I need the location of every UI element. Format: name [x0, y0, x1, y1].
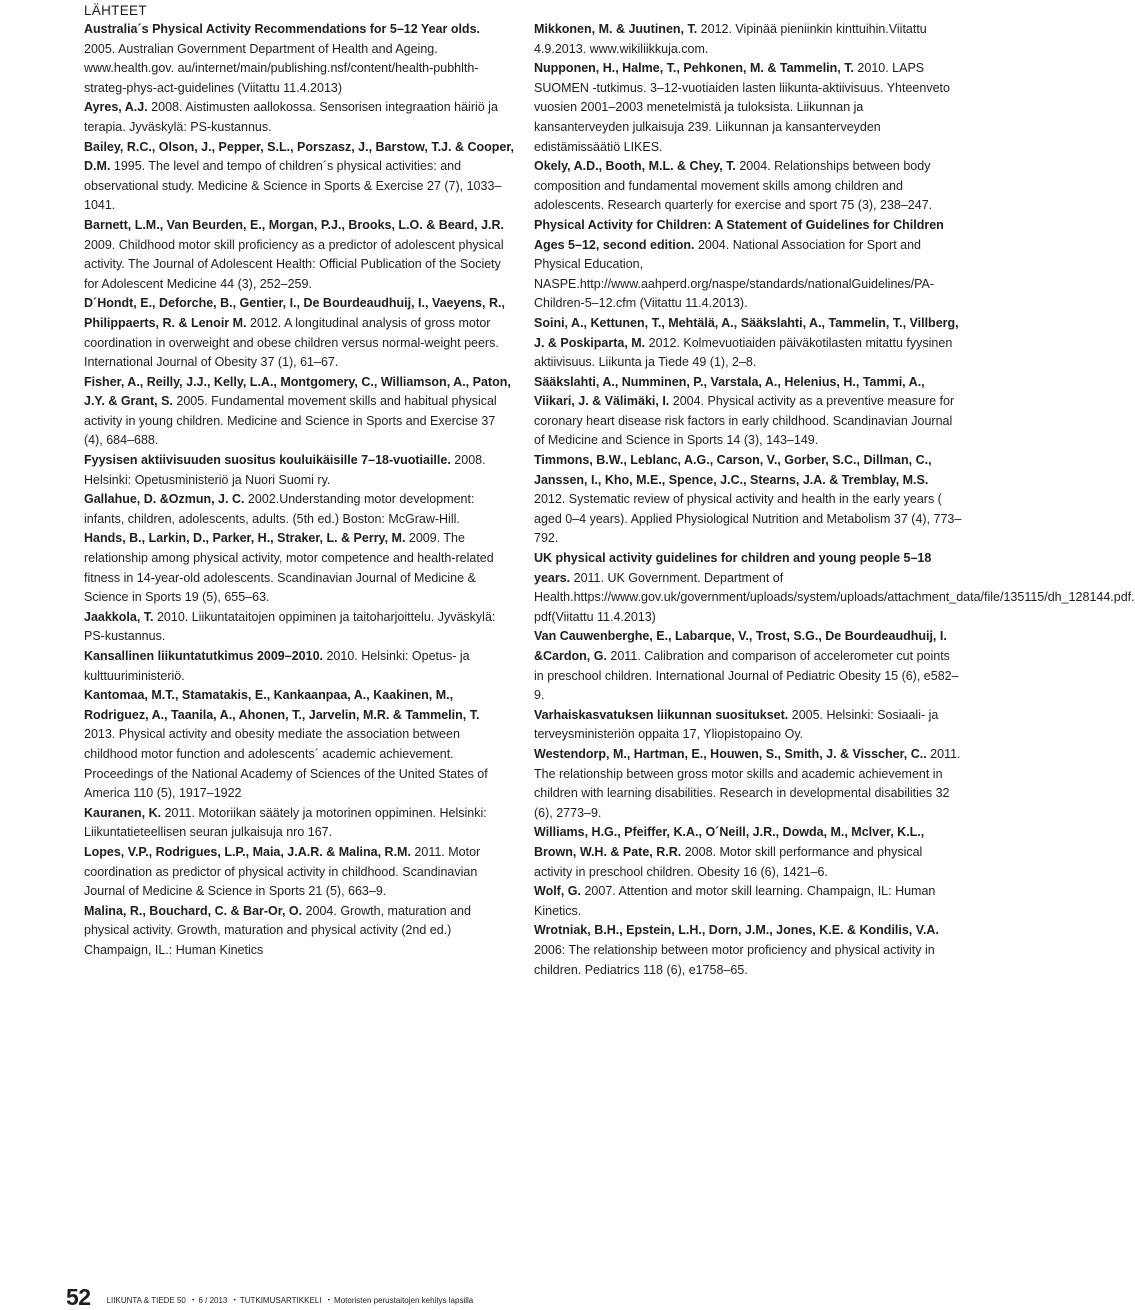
reference-text: 2011. UK Government. Department of Health.https://www.gov.uk/government/uploads/system/uploads/attachment_data/file/135115/dh_128144.pdf. pdf(Viitattu 11.4.2013)	[534, 570, 1135, 624]
reference-text: 2012. Vipinää pieniinkin kinttuihin.Viitattu 4.9.2013. www.wikiliikkuja.com.	[534, 22, 927, 56]
reference-entry	[84, 373, 514, 451]
reference-authors: Barnett, L.M., Van Beurden, E., Morgan, P.J., Brooks, L.O. & Beard, J.R.	[84, 217, 504, 232]
reference-text: 2012. A longitudinal analysis of gross motor coordination in overweight and obese children versus normal-weight peers. International Journal of Obesity 37 (1), 61–67.	[84, 315, 499, 370]
reference-entry	[84, 686, 514, 804]
page-footer	[66, 1283, 475, 1309]
reference-text: 2010. Liikuntataitojen oppiminen ja taitoharjoittelu. Jyväskylä: PS-kustannus.	[84, 609, 496, 644]
reference-entry	[534, 373, 962, 451]
reference-authors: Lopes, V.P., Rodrigues, L.P., Maia, J.A.R. & Malina, R.M.	[84, 844, 411, 859]
reference-authors: Van Cauwenberghe, E., Labarque, V., Trost, S.G., De Bourdeaudhuij, I. &Cardon, G.	[534, 629, 947, 663]
issue-number: 6 / 2013	[198, 1296, 228, 1305]
reference-entry	[534, 20, 962, 59]
reference-entry	[534, 59, 962, 157]
reference-entry	[534, 706, 962, 745]
reference-authors: Jaakkola, T.	[84, 609, 154, 624]
page-number: 52	[66, 1284, 91, 1310]
reference-entry	[84, 529, 514, 607]
reference-entry	[84, 98, 514, 137]
reference-entry	[84, 490, 514, 529]
reference-authors: Kantomaa, M.T., Stamatakis, E., Kankaanpaa, A., Kaakinen, M., Rodriguez, A., Taanila, A., Ahonen, T., Jarvelin, M.R. & Tammelin, T.	[84, 688, 480, 722]
reference-authors: Wrotniak, B.H., Epstein, L.H., Dorn, J.M., Jones, K.E. & Kondilis, V.A.	[534, 923, 939, 938]
reference-entry	[84, 843, 514, 902]
reference-entry	[84, 902, 514, 961]
reference-authors: Varhaiskasvatuksen liikunnan suositukset.	[534, 707, 789, 722]
reference-text: 2009. The relationship among physical activity, motor competence and health-related fitness in 14-year-old adolescents. Scandinavian Journal of Medicine & Science in Sports 19 (5), 655–63.	[84, 531, 494, 605]
footer-running-head	[107, 1295, 476, 1309]
reference-entry	[534, 157, 962, 216]
reference-text: 2005. Australian Government Department of Health and Ageing. www.health.gov. au/internet/main/publishing.nsf/content/health-pubhlth-strateg-phys-act-guidelines (Viitattu 11.4.2013)	[84, 41, 479, 95]
section-heading: LÄHTEET	[84, 3, 147, 18]
reference-entry	[84, 294, 514, 372]
reference-authors: Malina, R., Bouchard, C. & Bar-Or, O.	[84, 903, 303, 918]
reference-authors: Kauranen, K.	[84, 805, 162, 820]
reference-text: 2005. Helsinki: Sosiaali- ja terveysministeriön oppaita 17, Yliopistopaino Oy.	[534, 707, 939, 742]
reference-text: 2004. Relationships between body composition and fundamental movement skills among children and adolescents. Research quarterly for exercise and sport 75 (3), 238–247.	[534, 159, 933, 213]
reference-entry	[534, 882, 962, 921]
reference-text: 2008. Helsinki: Opetusministeriö ja Nuori Suomi ry.	[84, 453, 486, 487]
reference-authors: Bailey, R.C., Olson, J., Pepper, S.L., Porszasz, J., Barstow, T.J. & Cooper, D.M.	[84, 139, 514, 174]
reference-text: 2009. Childhood motor skill proficiency as a predictor of adolescent physical activity. The Journal of Adolescent Health: Official Publication of the Society for Adolescent Medicine 44 (3), 252–259.	[84, 237, 504, 291]
reference-text: 2008. Motor skill performance and physical activity in preschool children. Obesity 16 (6), 1421–6.	[534, 844, 923, 879]
reference-text: 2011. Motor coordination as predictor of physical activity in childhood. Scandinavian Journal of Medicine & Science in Sports 21 (5), 663–9.	[84, 844, 481, 899]
reference-entry	[534, 627, 962, 705]
reference-text: 2007. Attention and motor skill learning. Champaign, IL: Human Kinetics.	[534, 884, 936, 918]
reference-entry	[84, 216, 514, 294]
reference-authors: Soini, A., Kettunen, T., Mehtälä, A., Sääkslahti, A., Tammelin, T., Villberg, J. & Poskiparta, M.	[534, 315, 959, 350]
reference-text: 2008. Aistimusten aallokossa. Sensorisen integraation häiriö ja terapia. Jyväskylä: PS-kustannus.	[84, 100, 498, 134]
reference-entry	[534, 314, 962, 373]
reference-text: 2004. Physical activity as a preventive measure for coronary heart disease risk factors in early childhood. Scandinavian Journal of Medicine and Science in Sports 14 (3), 143–149.	[534, 394, 955, 448]
journal-name: LIIKUNTA & TIEDE 50	[106, 1296, 186, 1305]
reference-column-left	[84, 20, 514, 961]
reference-text: 2011. Motoriikan säätely ja motorinen oppiminen. Helsinki: Liikuntatieteellisen seuran julkaisuja nro 167.	[84, 805, 487, 840]
reference-text: 2002.Understanding motor development: infants, children, adolescents, adults. (5th ed.) Boston: McGraw-Hill.	[84, 492, 475, 526]
reference-authors: Williams, H.G., Pfeiffer, K.A., O´Neill, J.R., Dowda, M., Mclver, K.L., Brown, W.H. & Pate, R.R.	[534, 825, 925, 859]
reference-entry	[84, 647, 514, 686]
reference-text: 2005. Fundamental movement skills and habitual physical activity in young children. Medicine and Science in Sports and Exercise 37 (4), 684–688.	[84, 394, 497, 448]
reference-authors: Wolf, G.	[534, 884, 581, 899]
reference-authors: Kansallinen liikuntatutkimus 2009–2010.	[84, 649, 323, 663]
article-title: Motoristen perustaitojen kehitys lapsilla	[334, 1296, 474, 1305]
reference-authors: Australia´s Physical Activity Recommendations for 5–12 Year olds.	[84, 22, 480, 36]
reference-authors: Westendorp, M., Hartman, E., Houwen, S., Smith, J. & Visscher, C..	[534, 746, 927, 761]
reference-text: 2012. Systematic review of physical activity and health in the early years ( aged 0–4 years). Applied Physiological Nutrition and Metabolism 37 (4), 773–792.	[534, 492, 962, 546]
reference-entry	[84, 608, 514, 647]
reference-entry	[84, 138, 514, 216]
reference-entry	[84, 804, 514, 843]
bullet-separator: •	[327, 1298, 330, 1304]
reference-entry	[84, 20, 514, 98]
reference-text: 2010. LAPS SUOMEN -tutkimus. 3–12-vuotiaiden lasten liikunta-aktiivisuus. Yhteenveto vuosien 2001–2003 menetelmistä ja tuloksista. Liikunnan ja kansanterveyden julkaisuja 239. Liikunnan ja kansanterveyden edistämissäätiö LIKES.	[534, 61, 950, 154]
reference-authors: Fyysisen aktiivisuuden suositus kouluikäisille 7–18-vuotiaille.	[84, 453, 451, 468]
reference-text: 2013. Physical activity and obesity mediate the association between childhood motor function and adolescents´ academic achievement. Proceedings of the National Academy of Sciences of the United States of America 110 (5), 1917–1922	[84, 727, 488, 801]
reference-entry	[534, 921, 962, 980]
reference-authors: Timmons, B.W., Leblanc, A.G., Carson, V., Gorber, S.C., Dillman, C., Janssen, I., Kho, M.E., Spence, J.C., Stearns, J.A. & Tremblay, M.S.	[534, 453, 932, 487]
reference-entry	[534, 549, 1135, 627]
reference-text: 1995. The level and tempo of children´s physical activities: and observational study. Medicine & Science in Sports & Exercise 27 (7), 1033–1041.	[84, 159, 502, 213]
reference-text: 2004. Growth, maturation and physical activity. Growth, maturation and physical activity (2nd ed.) Champaign, IL.: Human Kinetics	[84, 903, 471, 957]
reference-entry	[534, 745, 962, 823]
reference-entry	[534, 451, 962, 549]
reference-authors: Ayres, A.J.	[84, 100, 148, 115]
reference-authors: Nupponen, H., Halme, T., Pehkonen, M. & Tammelin, T.	[534, 61, 854, 76]
section-name: TUTKIMUSARTIKKELI	[239, 1296, 322, 1305]
reference-text: 2012. Kolmevuotiaiden päiväkotilasten mitattu fyysinen aktiivisuus. Liikunta ja Tiede 49 (1), 2–8.	[534, 335, 953, 370]
reference-text: 2006: The relationship between motor proficiency and physical activity in children. Pediatrics 118 (6), e1758–65.	[534, 942, 935, 977]
reference-authors: Hands, B., Larkin, D., Parker, H., Straker, L. & Perry, M.	[84, 531, 406, 546]
reference-text: 2004. National Association for Sport and Physical Education, NASPE.http://www.aahperd.org/naspe/standards/nationalGuidelines/PA-Children-5–12.cfm (Viitattu 11.4.2013).	[534, 237, 934, 311]
reference-entry	[84, 451, 514, 490]
reference-authors: UK physical activity guidelines for children and young people 5–18 years.	[534, 551, 932, 585]
reference-column-right	[534, 20, 1135, 980]
reference-authors: Sääkslahti, A., Numminen, P., Varstala, A., Helenius, H., Tammi, A., Viikari, J. & Välimäki, I.	[534, 374, 925, 409]
reference-authors: Physical Activity for Children: A Statement of Guidelines for Children Ages 5–12, second edition.	[534, 217, 944, 252]
reference-authors: Mikkonen, M. & Juutinen, T.	[534, 22, 698, 36]
reference-entry	[534, 823, 962, 882]
reference-authors: Okely, A.D., Booth, M.L. & Chey, T.	[534, 159, 736, 174]
bullet-separator: •	[233, 1298, 236, 1304]
reference-text: 2011. The relationship between gross motor skills and academic achievement in children with learning disabilities. Research in developmental disabilities 32 (6), 2773–9.	[534, 746, 961, 820]
bullet-separator: •	[192, 1298, 195, 1304]
reference-authors: Gallahue, D. &Ozmun, J. C.	[84, 492, 245, 507]
reference-text: 2010. Helsinki: Opetus- ja kulttuuriministeriö.	[84, 649, 470, 683]
reference-authors: Fisher, A., Reilly, J.J., Kelly, L.A., Montgomery, C., Williamson, A., Paton, J.Y. & Grant, S.	[84, 374, 511, 409]
reference-text: 2011. Calibration and comparison of accelerometer cut points in preschool children. International Journal of Pediatric Obesity 15 (6), e582–9.	[534, 649, 959, 703]
reference-authors: D´Hondt, E., Deforche, B., Gentier, I., De Bourdeaudhuij, I., Vaeyens, R., Philippaerts, R. & Lenoir M.	[84, 296, 505, 330]
reference-entry	[534, 216, 962, 314]
